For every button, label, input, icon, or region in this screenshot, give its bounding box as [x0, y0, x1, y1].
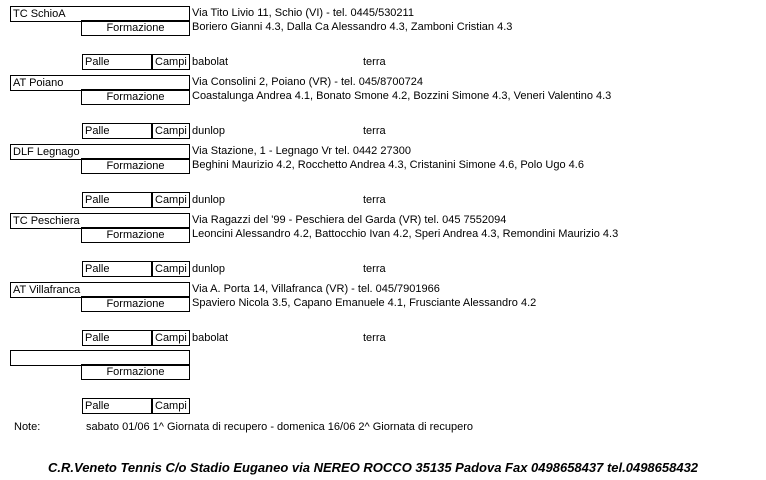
campi-label: Campi: [152, 330, 190, 346]
formazione-label: Formazione: [81, 158, 190, 174]
club-address: Via Tito Livio 11, Schio (VI) - tel. 0445/530211: [192, 7, 414, 19]
court-surface: terra: [363, 263, 386, 275]
ball-brand: dunlop: [192, 125, 226, 137]
campi-label: Campi: [152, 54, 190, 70]
club-players: Leoncini Alessandro 4.2, Battocchio Ivan 4.2, Speri Andrea 4.3, Remondini Maurizio 4.3: [192, 228, 619, 240]
campi-label: Campi: [152, 398, 190, 414]
palle-label: Palle: [82, 123, 152, 139]
palle-label: Palle: [82, 261, 152, 277]
campi-label: Campi: [152, 192, 190, 208]
court-surface: terra: [363, 332, 386, 344]
club-address: Via Consolini 2, Poiano (VR) - tel. 045/8700724: [192, 76, 423, 88]
ball-brand: dunlop: [192, 194, 226, 206]
club-name: TC Peschiera: [10, 213, 190, 229]
palle-label: Palle: [82, 192, 152, 208]
club-block: [0, 6, 766, 75]
club-name: TC SchioA: [10, 6, 190, 22]
club-block: [0, 282, 766, 351]
club-players: Spaviero Nicola 3.5, Capano Emanuele 4.1, Frusciante Alessandro 4.2: [192, 297, 537, 309]
club-players: Boriero Gianni 4.3, Dalla Ca Alessandro 4.3, Zamboni Cristian 4.3: [192, 21, 513, 33]
formazione-label: Formazione: [81, 296, 190, 312]
formazione-label: Formazione: [81, 364, 190, 380]
campi-label: Campi: [152, 123, 190, 139]
formazione-label: Formazione: [81, 20, 190, 36]
club-block: [0, 144, 766, 213]
court-surface: terra: [363, 56, 386, 68]
ball-brand: dunlop: [192, 263, 226, 275]
notes-label: Note:: [14, 421, 41, 433]
palle-label: Palle: [82, 398, 152, 414]
ball-brand: babolat: [192, 332, 229, 344]
formazione-label: Formazione: [81, 89, 190, 105]
formazione-label: Formazione: [81, 227, 190, 243]
court-surface: terra: [363, 125, 386, 137]
club-players: Beghini Maurizio 4.2, Rocchetto Andrea 4.3, Cristanini Simone 4.6, Polo Ugo 4.6: [192, 159, 584, 171]
club-name: AT Poiano: [10, 75, 190, 91]
club-address: Via Ragazzi del '99 - Peschiera del Garda (VR) tel. 045 7552094: [192, 214, 507, 226]
club-address: Via A. Porta 14, Villafranca (VR) - tel. 045/7901966: [192, 283, 440, 295]
court-surface: terra: [363, 194, 386, 206]
ball-brand: babolat: [192, 56, 229, 68]
notes-text: sabato 01/06 1^ Giornata di recupero - domenica 16/06 2^ Giornata di recupero: [86, 421, 474, 433]
club-players: Coastalunga Andrea 4.1, Bonato Smone 4.2, Bozzini Simone 4.3, Veneri Valentino 4.3: [192, 90, 612, 102]
palle-label: Palle: [82, 54, 152, 70]
club-block: [0, 213, 766, 282]
club-address: Via Stazione, 1 - Legnago Vr tel. 0442 27300: [192, 145, 411, 157]
club-block: [0, 75, 766, 144]
campi-label: Campi: [152, 261, 190, 277]
palle-label: Palle: [82, 330, 152, 346]
club-name: DLF Legnago: [10, 144, 190, 160]
footer-contact: C.R.Veneto Tennis C/o Stadio Euganeo via NEREO ROCCO 35135 Padova Fax 0498658437 tel.0498658432: [48, 460, 699, 475]
club-name: AT Villafranca: [10, 282, 190, 298]
club-block-empty: [0, 350, 766, 419]
